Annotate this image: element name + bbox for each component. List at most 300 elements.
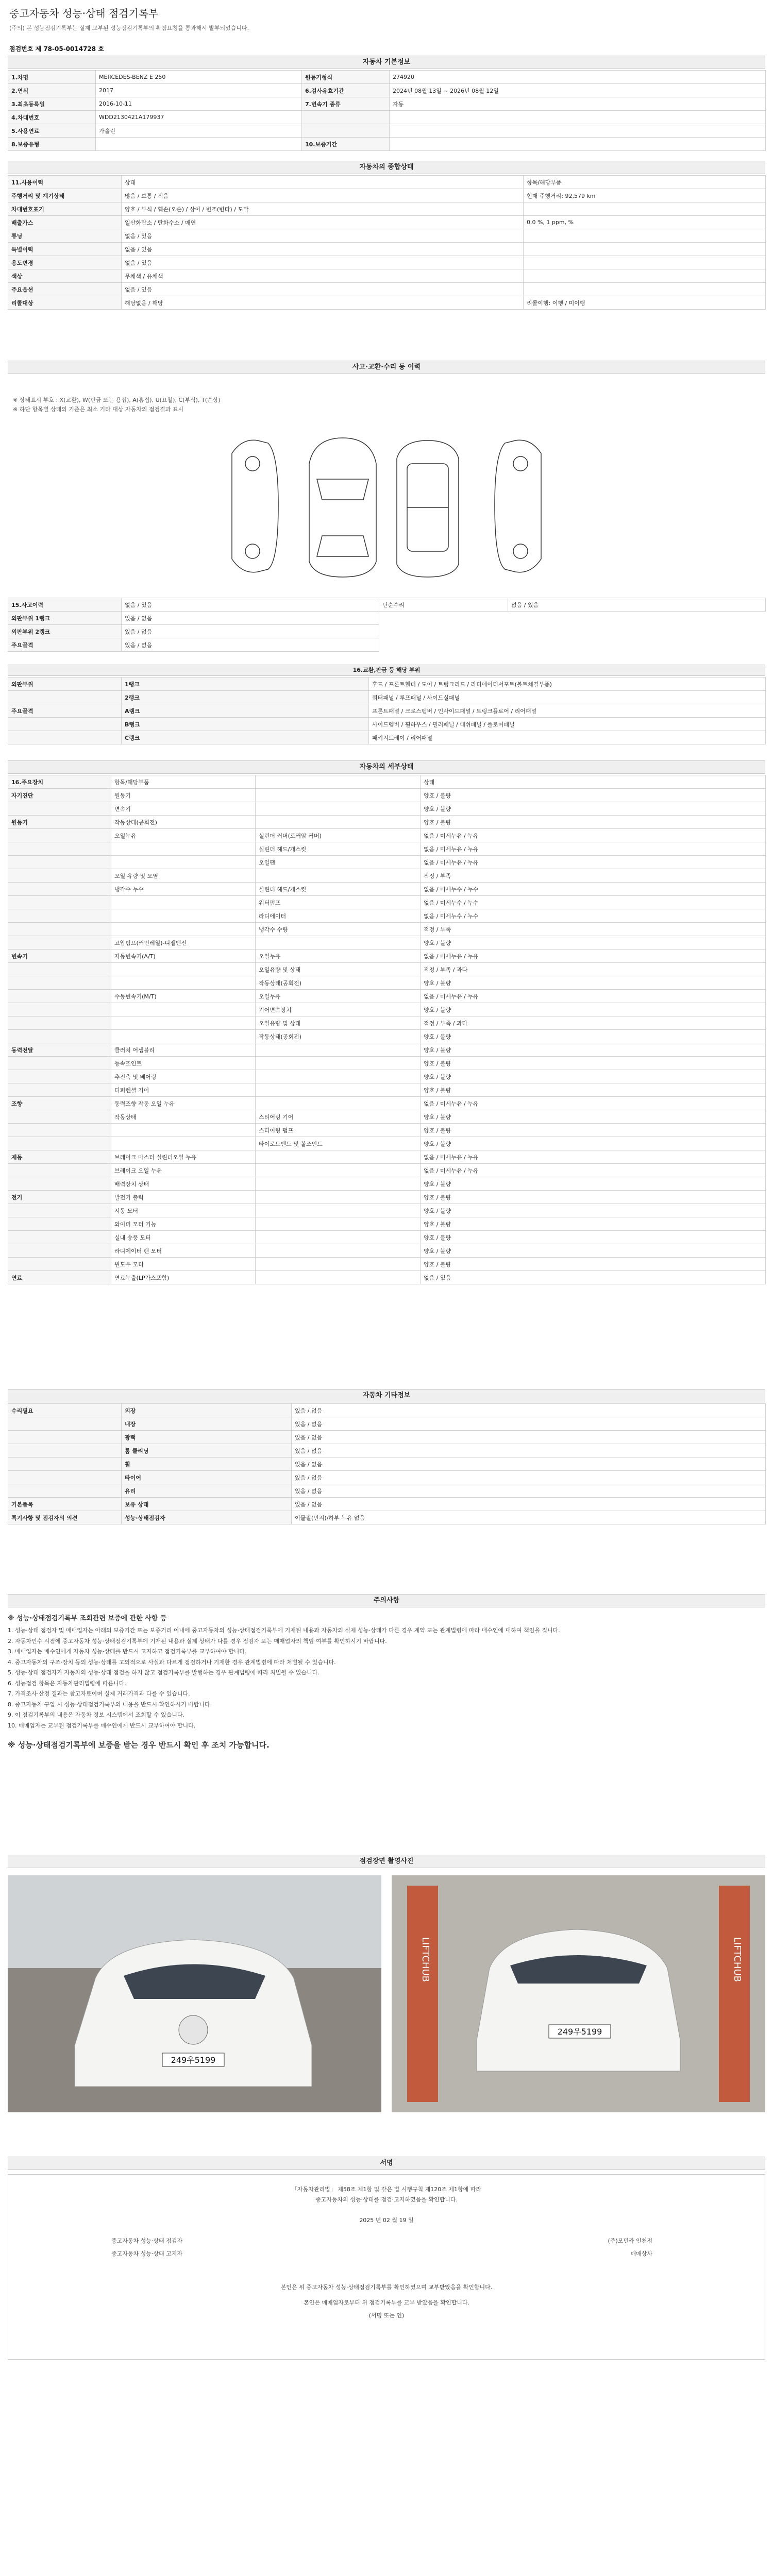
table-cell: 클러치 어셈블리 xyxy=(111,1043,256,1057)
table-row xyxy=(8,71,766,84)
table-cell: 2.연식 xyxy=(8,84,96,97)
table-cell xyxy=(8,1124,111,1137)
table-cell: 없음 / 있음 xyxy=(122,243,524,256)
table-row xyxy=(8,842,766,856)
table-cell xyxy=(256,1231,421,1244)
table-cell: 있음 / 없음 xyxy=(292,1498,766,1511)
table-cell: A랭크 xyxy=(122,704,369,718)
table-row xyxy=(8,936,766,950)
table-row xyxy=(8,97,766,111)
table-row xyxy=(8,1231,766,1244)
table-cell: 변속기 xyxy=(8,950,111,963)
table-cell: 2024년 08월 13일 ~ 2026년 08월 12일 xyxy=(390,84,766,97)
notes-line: 4. 중고자동차의 구조·장치 등의 성능·상태를 고의적으로 사실과 다르게 점검하거나 기재한 경우 관계법령에 따라 처벌될 수 있습니다. xyxy=(8,1658,336,1666)
table-row xyxy=(8,677,766,691)
table-cell xyxy=(8,896,111,909)
table-cell: 튜닝 xyxy=(8,229,122,243)
front-plate: 249우5199 xyxy=(171,2055,216,2065)
lift-banner-right: LIFTCHUB xyxy=(732,1937,743,1982)
table-cell: 양호 / 불량 xyxy=(421,802,766,816)
table-row xyxy=(8,731,766,744)
table-row xyxy=(8,283,766,296)
table-row xyxy=(8,216,766,229)
table-cell xyxy=(8,1444,122,1458)
reference-number: 점검번호 제 78-05-0014728 호 xyxy=(9,45,104,53)
table-row xyxy=(8,1191,766,1204)
table-row xyxy=(8,883,766,896)
table-cell: 주요골격 xyxy=(8,704,122,718)
table-cell: 가솔린 xyxy=(96,124,302,138)
table-cell xyxy=(390,138,766,151)
table-cell: 작동상태(공회전) xyxy=(256,976,421,990)
table-cell: 없음 / 미세누유 / 누유 xyxy=(421,1150,766,1164)
table-cell: 윈도우 모터 xyxy=(111,1258,256,1271)
recv-line-1: 본인은 위 중고자동차 성능·상태점검기록부를 확인하였으며 교부받았음을 확인합니다. xyxy=(280,2284,493,2291)
table-cell: 자동변속기(A/T) xyxy=(111,950,256,963)
table-row xyxy=(8,269,766,283)
table-cell: 없음 / 미세누수 / 누수 xyxy=(421,896,766,909)
table-cell: 특별이력 xyxy=(8,243,122,256)
table-row xyxy=(8,189,766,202)
table-cell xyxy=(8,1431,122,1444)
recv-line-2: 본인은 매매업자로부터 위 점검기록부를 교부 받았음을 확인합니다. xyxy=(303,2299,469,2306)
table-cell: 변속기 xyxy=(111,802,256,816)
recv-sign: (서명 또는 인) xyxy=(368,2312,405,2319)
table-cell xyxy=(390,111,766,124)
table-cell: 패키지트레이 / 리어패널 xyxy=(369,731,766,744)
table-row xyxy=(8,691,766,704)
table-cell: 양호 / 부식 / 훼손(오손) / 상이 / 변조(변타) / 도말 xyxy=(122,202,524,216)
table-cell: 양호 / 불량 xyxy=(421,1258,766,1271)
table-cell xyxy=(8,842,111,856)
table-cell: 조향 xyxy=(8,1097,111,1110)
table-cell xyxy=(8,1484,122,1498)
table-row xyxy=(8,1137,766,1150)
table-cell: 양호 / 불량 xyxy=(421,1083,766,1097)
table-cell xyxy=(256,1083,421,1097)
table-cell xyxy=(111,909,256,923)
table-cell: 있음 / 없음 xyxy=(292,1444,766,1458)
table-cell: 274920 xyxy=(390,71,766,84)
table-cell xyxy=(8,1057,111,1070)
table-cell: 10.보증기간 xyxy=(302,138,390,151)
notes-line: 6. 성능점검 항목은 자동차관리법령에 따릅니다. xyxy=(8,1680,126,1687)
table-cell xyxy=(111,1137,256,1150)
notes-footer: ※ 성능·상태점검기록부에 보증을 받는 경우 반드시 확인 후 조치 가능합니다. xyxy=(8,1740,270,1750)
table-cell xyxy=(111,963,256,976)
table-row xyxy=(8,704,766,718)
table-cell: 오일누유 xyxy=(256,990,421,1003)
table-cell: 오일팬 xyxy=(256,856,421,869)
inspector-name: (주)모던카 인천점 xyxy=(608,2238,652,2244)
table-cell xyxy=(256,1204,421,1217)
section-notes-header: 주의사항 xyxy=(8,1594,765,1607)
table-cell xyxy=(111,1003,256,1016)
table-cell: 리콜대상 xyxy=(8,296,122,310)
table-cell: 있음 / 없음 xyxy=(292,1484,766,1498)
table-row xyxy=(8,1471,766,1484)
table-cell: 작동상태 xyxy=(111,1110,256,1124)
table-cell: 이물질(먼지)/하부 누유 없음 xyxy=(292,1511,766,1524)
table-cell: 연료누출(LP가스포함) xyxy=(111,1271,256,1284)
table-cell: 2017 xyxy=(96,84,302,97)
table-cell: 일산화탄소 / 탄화수소 / 매연 xyxy=(122,216,524,229)
table-cell: 동력조향 작동 오일 누유 xyxy=(111,1097,256,1110)
table-cell: 주요골격 xyxy=(8,638,122,652)
notes-line: 10. 매매업자는 교부된 점검기록부를 매수인에게 반드시 교부하여야 합니다. xyxy=(8,1722,196,1729)
table-cell xyxy=(256,1057,421,1070)
table-cell xyxy=(8,1458,122,1471)
table-cell xyxy=(8,883,111,896)
table-cell: 배력장치 상태 xyxy=(111,1177,256,1191)
table-cell: 없음 / 있음 xyxy=(122,229,524,243)
table-row xyxy=(8,1003,766,1016)
table-cell: 주요옵션 xyxy=(8,283,122,296)
table-cell: 원동기 xyxy=(8,816,111,829)
table-cell: 주행거리 및 계기상태 xyxy=(8,189,122,202)
left-side-view xyxy=(232,440,278,572)
table-cell: 있음 / 없음 xyxy=(122,612,379,625)
table-cell: 양호 / 불량 xyxy=(421,1191,766,1204)
table-row xyxy=(8,612,766,625)
notes-line: 2. 자동차인수 시점에 중고자동차 성능·상태점검기록부에 기재된 내용과 실제 상태가 다를 경우 점검자 또는 매매업자의 책임 여부를 확인하시기 바랍니다. xyxy=(8,1637,387,1645)
table-cell: 2016-10-11 xyxy=(96,97,302,111)
table-cell: MERCEDES-BENZ E 250 xyxy=(96,71,302,84)
table-cell: 성능·상태점검자 xyxy=(122,1511,292,1524)
table-cell: 라디에이터 팬 모터 xyxy=(111,1244,256,1258)
table-cell: 룸 클리닝 xyxy=(122,1444,292,1458)
notes-line: 8. 중고자동차 구입 시 성능·상태점검기록부의 내용을 반드시 확인하시기 바랍니다. xyxy=(8,1701,212,1708)
table-cell xyxy=(256,1070,421,1083)
table-cell xyxy=(8,731,122,744)
notes-line: 3. 매매업자는 매수인에게 자동차 성능·상태를 반드시 고지하고 점검기록부를 교부하여야 합니다. xyxy=(8,1648,247,1655)
table-cell: 1랭크 xyxy=(122,677,369,691)
table-row xyxy=(8,1083,766,1097)
table-cell: 양호 / 불량 xyxy=(421,1217,766,1231)
table-cell: 와이퍼 모터 기능 xyxy=(111,1217,256,1231)
table-row xyxy=(8,598,766,612)
table-cell xyxy=(111,896,256,909)
table-cell: 없음 / 있음 xyxy=(122,256,524,269)
table-cell: 동력전달 xyxy=(8,1043,111,1057)
accident-summary-table xyxy=(8,598,766,652)
table-cell: 원동기형식 xyxy=(302,71,390,84)
sign-line-2: 중고자동차의 성능·상태를 점검·고지하였음을 확인합니다. xyxy=(315,2196,458,2203)
table-cell xyxy=(111,1030,256,1043)
table-cell xyxy=(8,1164,111,1177)
table-cell: 연료 xyxy=(8,1271,111,1284)
table-cell: 8.보증유형 xyxy=(8,138,96,151)
table-cell: 없음 / 미세누유 / 누유 xyxy=(421,990,766,1003)
table-cell xyxy=(8,909,111,923)
table-cell xyxy=(256,1191,421,1204)
table-cell xyxy=(256,816,421,829)
table-cell: 무채색 / 유채색 xyxy=(122,269,524,283)
section-basic-header: 자동차 기본정보 xyxy=(8,56,765,69)
table-cell: C랭크 xyxy=(122,731,369,744)
table-cell xyxy=(302,124,390,138)
notes-line: 1. 성능·상태 점검자 및 매매업자는 아래의 보증기간 또는 보증거리 이내에 중고자동차의 성능·상태점검기록부에 기재된 내용과 자동차의 실제 성능·상태가 다른 경우 계약 또는 관계법령에 따라 매수인에 대하여 책임을 집니다. xyxy=(8,1627,560,1634)
table-cell xyxy=(524,256,766,269)
table-cell xyxy=(8,802,111,816)
table-cell xyxy=(8,1030,111,1043)
table-cell: 없음 / 있음 xyxy=(122,598,379,612)
table-cell xyxy=(256,1164,421,1177)
table-cell: 양호 / 불량 xyxy=(421,1244,766,1258)
table-cell: 있음 / 없음 xyxy=(122,625,379,638)
table-cell: 없음 / 미세누유 / 누유 xyxy=(421,950,766,963)
lift-banner-left: LIFTCHUB xyxy=(420,1937,431,1982)
table-cell: 원동기 xyxy=(111,789,256,802)
table-cell: 냉각수 수량 xyxy=(256,923,421,936)
table-row xyxy=(8,1431,766,1444)
table-cell xyxy=(256,789,421,802)
table-cell: 양호 / 불량 xyxy=(421,1030,766,1043)
table-row xyxy=(8,138,766,151)
table-row xyxy=(8,176,766,189)
table-cell xyxy=(524,243,766,256)
table-cell: 양호 / 불량 xyxy=(421,1070,766,1083)
table-cell: 양호 / 불량 xyxy=(421,1124,766,1137)
table-cell xyxy=(8,923,111,936)
table-cell xyxy=(8,976,111,990)
table-cell: 많음 / 보통 / 적음 xyxy=(122,189,524,202)
table-row xyxy=(8,963,766,976)
table-cell: 외판부위 1랭크 xyxy=(8,612,122,625)
table-cell: 작동상태(공회전) xyxy=(256,1030,421,1043)
table-cell xyxy=(256,1271,421,1284)
table-row xyxy=(8,896,766,909)
table-cell: 없음 / 미세누유 / 누유 xyxy=(421,1164,766,1177)
table-cell: 실린더 커버(로커암 커버) xyxy=(256,829,421,842)
table-cell: 적정 / 부족 / 과다 xyxy=(421,1016,766,1030)
section-other-header: 자동차 기타정보 xyxy=(8,1389,765,1402)
table-row xyxy=(8,869,766,883)
table-row xyxy=(8,1417,766,1431)
table-row xyxy=(8,1110,766,1124)
section-detail-header: 자동차의 세부상태 xyxy=(8,760,765,774)
table-cell: 색상 xyxy=(8,269,122,283)
table-cell: 없음 / 있음 xyxy=(508,598,766,612)
table-cell xyxy=(256,775,421,789)
document-title: 중고자동차 성능·상태 점검기록부 xyxy=(9,7,159,20)
table-cell: 보유 상태 xyxy=(122,1498,292,1511)
table-row xyxy=(8,856,766,869)
table-cell xyxy=(8,1177,111,1191)
table-cell: 양호 / 불량 xyxy=(421,1137,766,1150)
table-row xyxy=(8,789,766,802)
table-row xyxy=(8,1511,766,1524)
table-row xyxy=(8,802,766,816)
table-cell xyxy=(8,1417,122,1431)
table-row xyxy=(8,1244,766,1258)
other-info-table xyxy=(8,1403,766,1524)
table-cell: 4.차대번호 xyxy=(8,111,96,124)
table-cell: 있음 / 없음 xyxy=(292,1431,766,1444)
table-cell: 브레이크 마스터 실린더오일 누유 xyxy=(111,1150,256,1164)
table-cell: 양호 / 불량 xyxy=(421,976,766,990)
notes-line: 9. 이 점검기록부의 내용은 자동차 정보 시스템에서 조회할 수 있습니다. xyxy=(8,1711,184,1718)
table-cell xyxy=(390,124,766,138)
table-cell: 실내 송풍 모터 xyxy=(111,1231,256,1244)
rear-plate: 249우5199 xyxy=(557,2027,602,2037)
table-cell: 양호 / 불량 xyxy=(421,936,766,950)
table-cell: 등속조인트 xyxy=(111,1057,256,1070)
section-overall-header: 자동차의 종합상태 xyxy=(8,161,765,174)
table-cell xyxy=(8,1137,111,1150)
table-cell: 쿼터패널 / 루프패널 / 사이드실패널 xyxy=(369,691,766,704)
table-cell xyxy=(8,990,111,1003)
vehicle-diagram xyxy=(222,433,551,582)
table-cell: 수동변속기(M/T) xyxy=(111,990,256,1003)
table-row xyxy=(8,1016,766,1030)
table-row xyxy=(8,1124,766,1137)
table-cell: 추진축 및 베어링 xyxy=(111,1070,256,1083)
table-cell: 양호 / 불량 xyxy=(421,1110,766,1124)
table-cell: 휠 xyxy=(122,1458,292,1471)
table-row xyxy=(8,202,766,216)
table-cell xyxy=(111,923,256,936)
table-row xyxy=(8,950,766,963)
notes-block xyxy=(8,1613,765,1750)
table-cell: 1.차명 xyxy=(8,71,96,84)
table-cell xyxy=(8,1016,111,1030)
table-cell: 현재 주행거리: 92,579 km xyxy=(524,189,766,202)
section-photos-header: 점검장면 촬영사진 xyxy=(8,1855,765,1868)
table-cell xyxy=(8,869,111,883)
table-cell: 오일누유 xyxy=(111,829,256,842)
table-cell: 배출가스 xyxy=(8,216,122,229)
table-cell xyxy=(8,691,122,704)
table-cell: 7.변속기 종류 xyxy=(302,97,390,111)
table-cell: 양호 / 불량 xyxy=(421,816,766,829)
table-row xyxy=(8,124,766,138)
table-cell xyxy=(8,1471,122,1484)
table-cell: 해당없음 / 해당 xyxy=(122,296,524,310)
table-row xyxy=(8,1030,766,1043)
table-cell xyxy=(8,1110,111,1124)
table-cell xyxy=(256,802,421,816)
table-cell: 있음 / 없음 xyxy=(292,1471,766,1484)
table-cell: 양호 / 불량 xyxy=(421,1177,766,1191)
table-cell: 작동상태(공회전) xyxy=(111,816,256,829)
table-cell: 사이드멤버 / 휠하우스 / 필러패널 / 대쉬패널 / 플로어패널 xyxy=(369,718,766,731)
table-row xyxy=(8,1444,766,1458)
table-row xyxy=(8,1258,766,1271)
table-cell: 기본품목 xyxy=(8,1498,122,1511)
table-cell xyxy=(8,718,122,731)
table-cell xyxy=(111,856,256,869)
table-cell: 적정 / 부족 / 과다 xyxy=(421,963,766,976)
table-cell xyxy=(8,963,111,976)
table-row xyxy=(8,638,766,652)
section-accident-header: 사고·교환·수리 등 이력 xyxy=(8,361,765,374)
table-cell xyxy=(111,1016,256,1030)
table-row xyxy=(8,1404,766,1417)
table-row xyxy=(8,1097,766,1110)
sign-line-1: 「자동차관리법」 제58조 제1항 및 같은 법 시행규칙 제120조 제1항에 따라 xyxy=(291,2186,482,2193)
table-cell: 라디에이터 xyxy=(256,909,421,923)
table-cell xyxy=(8,856,111,869)
table-row xyxy=(8,1043,766,1057)
table-cell xyxy=(256,1097,421,1110)
table-cell: 없음 / 미세누유 / 누유 xyxy=(421,856,766,869)
table-cell: 없음 / 있음 xyxy=(421,1271,766,1284)
table-cell: 스티어링 기어 xyxy=(256,1110,421,1124)
table-cell: 단순수리 xyxy=(379,598,508,612)
rear-photo xyxy=(392,1875,765,2112)
table-row xyxy=(8,229,766,243)
table-row xyxy=(8,243,766,256)
notes-title: ※ 성능·상태점검기록부 조회관련 보증에 관한 사항 등 xyxy=(8,1615,167,1622)
table-cell: 수리필요 xyxy=(8,1404,122,1417)
table-cell: 고압펌프(커먼레일)-디젤엔진 xyxy=(111,936,256,950)
table-cell: 타이로드엔드 및 볼조인트 xyxy=(256,1137,421,1150)
table-cell xyxy=(256,1217,421,1231)
table-cell: 없음 / 미세누수 / 누수 xyxy=(421,883,766,896)
table-cell: 외판부위 2랭크 xyxy=(8,625,122,638)
table-cell xyxy=(111,842,256,856)
detail-state-table xyxy=(8,775,766,1284)
table-cell: 상태 xyxy=(122,176,524,189)
table-cell: 양호 / 불량 xyxy=(421,1204,766,1217)
table-cell: 적정 / 부족 xyxy=(421,869,766,883)
table-row xyxy=(8,256,766,269)
table-cell xyxy=(111,976,256,990)
table-cell: 오일누유 xyxy=(256,950,421,963)
table-row xyxy=(8,1177,766,1191)
table-cell: 용도변경 xyxy=(8,256,122,269)
table-cell: 있음 / 없음 xyxy=(122,638,379,652)
table-cell: 프론트패널 / 크로스멤버 / 인사이드패널 / 트렁크플로어 / 리어패널 xyxy=(369,704,766,718)
table-row xyxy=(8,718,766,731)
table-row xyxy=(8,1150,766,1164)
table-row xyxy=(8,829,766,842)
table-cell: 타이어 xyxy=(122,1471,292,1484)
right-side-view xyxy=(495,440,541,572)
table-cell: 6.검사유효기간 xyxy=(302,84,390,97)
table-cell: 자동 xyxy=(390,97,766,111)
table-cell xyxy=(8,1231,111,1244)
table-cell: 워터펌프 xyxy=(256,896,421,909)
table-cell xyxy=(256,1177,421,1191)
table-cell: 유리 xyxy=(122,1484,292,1498)
table-row xyxy=(8,1484,766,1498)
table-cell xyxy=(302,111,390,124)
table-row xyxy=(8,1070,766,1083)
table-cell: 디퍼렌셜 기어 xyxy=(111,1083,256,1097)
table-cell: 있음 / 없음 xyxy=(292,1417,766,1431)
table-cell: 양호 / 불량 xyxy=(421,1043,766,1057)
table-cell xyxy=(8,936,111,950)
table-cell xyxy=(524,283,766,296)
table-row xyxy=(8,84,766,97)
table-cell: 외판부위 xyxy=(8,677,122,691)
accident-legend-note: ※ 하단 항목별 상태의 기준은 최소 기타 대상 자동차의 점검결과 표시 xyxy=(13,406,184,413)
table-cell: 양호 / 불량 xyxy=(421,1003,766,1016)
signature-block xyxy=(8,2174,765,2360)
table-cell xyxy=(256,1150,421,1164)
table-cell: B랭크 xyxy=(122,718,369,731)
table-cell: 11.사용이력 xyxy=(8,176,122,189)
table-cell: 적정 / 부족 xyxy=(421,923,766,936)
table-row xyxy=(8,1271,766,1284)
table-cell: 특기사항 및 점검자의 의견 xyxy=(8,1511,122,1524)
table-row xyxy=(8,1204,766,1217)
table-cell: 15.사고이력 xyxy=(8,598,122,612)
table-cell: 광택 xyxy=(122,1431,292,1444)
table-row xyxy=(8,923,766,936)
